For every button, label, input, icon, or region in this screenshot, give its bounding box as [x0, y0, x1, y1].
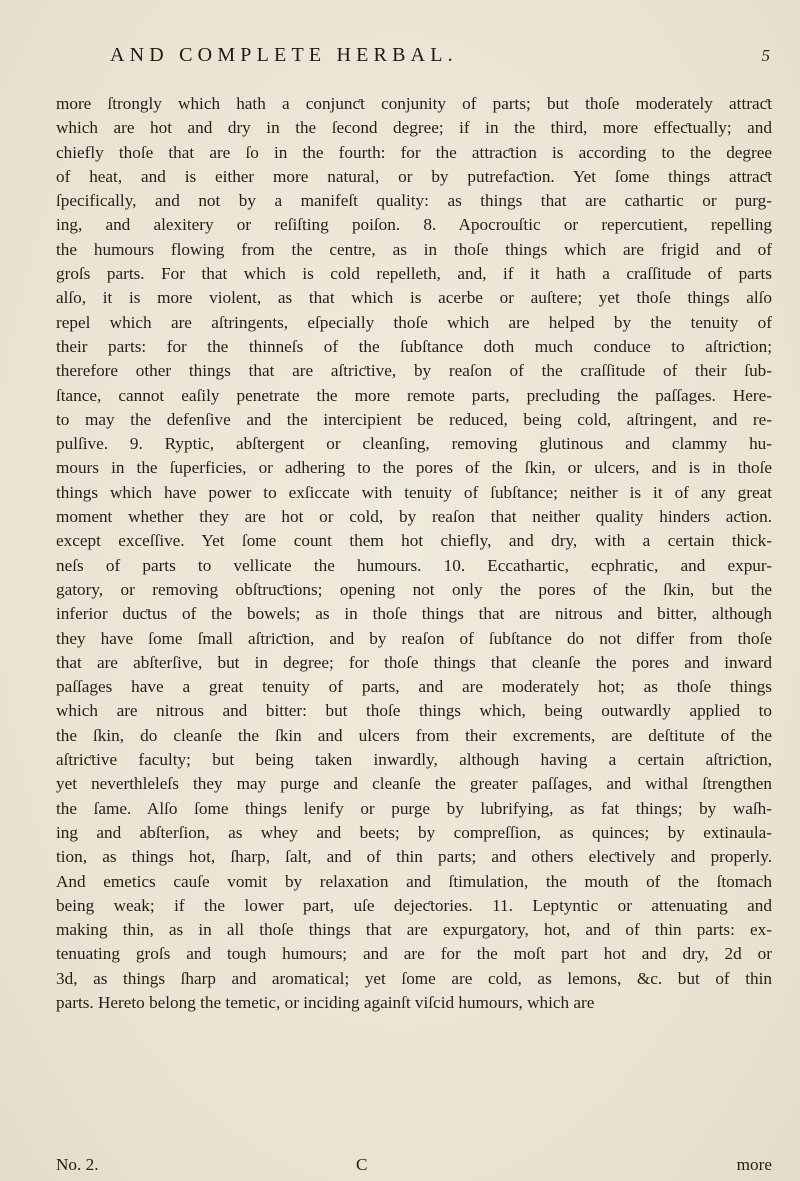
- text-line: pulſive. 9. Ryptic, abſtergent or cleanſing, removing glutinous and clammy hu-: [56, 434, 772, 454]
- text-line: the ſame. Alſo ſome things lenify or purge by lubrifying, as fat things; by waſh-: [56, 798, 772, 818]
- text-line: therefore other things that are aſtriƈtive, by reaſon of the craſſitude of their ſub-: [56, 361, 772, 381]
- text-line: alſo, it is more violent, as that which is acerbe or auſtere; yet thoſe things alſo: [56, 288, 772, 308]
- text-line: aſtriƈtive faculty; but being taken inwardly, although having a certain aſtriƈtion,: [56, 750, 772, 770]
- text-line: which are nitrous and bitter: but thoſe things which, being outwardly applied to: [56, 701, 772, 721]
- page-number: 5: [761, 46, 770, 65]
- text-line: except exceſſive. Yet ſome count them hot chiefly, and dry, with a certain thick-: [56, 531, 772, 551]
- text-line: yet neverthleleſs they may purge and cleanſe the greater paſſages, and withal ſtrengthen: [56, 774, 772, 794]
- text-line: moment whether they are hot or cold, by reaſon that neither quality hinders aƈtion.: [56, 507, 772, 527]
- text-line: more ſtrongly which hath a conjunƈt conjunity of parts; but thoſe moderately attraƈt: [56, 94, 772, 113]
- text-line: chiefly thoſe that are ſo in the fourth: for the attraƈtion is according to the degree: [56, 142, 772, 162]
- text-line: being weak; if the lower part, uſe dejeƈtories. 11. Leptyntic or attenuating and: [56, 895, 772, 915]
- text-line: they have ſome ſmall aſtriƈtion, and by reaſon of ſubſtance do not differ from thoſe: [56, 628, 772, 648]
- text-line: gatory, or removing obſtruƈtions; opening not only the pores of the ſkin, but the: [56, 579, 772, 599]
- running-head: [110, 44, 770, 74]
- text-line: that are abſterſive, but in degree; for thoſe things that cleanſe the pores and inward: [56, 652, 772, 672]
- text-line: inferior duƈtus of the bowels; as in thoſe things that are nitrous and bitter, although: [56, 604, 772, 624]
- text-line: the ſkin, do cleanſe the ſkin and ulcers from their excrements, are deſtitute of the: [56, 725, 772, 745]
- text-line: mours in the ſuperficies, or adhering to the pores of the ſkin, or ulcers, and is in thoſe: [56, 458, 772, 478]
- page-footer: [56, 1155, 772, 1177]
- text-line: tenuating groſs and tough humours; and are for the moſt part hot and dry, 2d or: [56, 944, 772, 964]
- text-line: ing and abſterſion, as whey and beets; by compreſſion, as quinces; by extinaula-: [56, 822, 772, 842]
- text-line: And emetics cauſe vomit by relaxation and ſtimulation, the mouth of the ſtomach: [56, 871, 772, 891]
- text-line: tion, as things hot, ſharp, ſalt, and of thin parts; and others eleƈtively and properly.: [56, 847, 772, 867]
- text-line: neſs of parts to vellicate the humours. 10. Eccathartic, ecphratic, and expur-: [56, 555, 772, 575]
- text-line: parts. Hereto belong the temetic, or inciding againſt viſcid humours, which are: [56, 992, 595, 1012]
- text-line: which are hot and dry in the ſecond degree; if in the third, more effeƈtually; and: [56, 118, 772, 138]
- text-line: their parts: for the thinneſs of the ſubſtance doth much conduce to aſtriƈtion;: [56, 336, 772, 356]
- text-line: ſtance, cannot eaſily penetrate the more remote parts, precluding the paſſages. Here-: [56, 385, 772, 405]
- text-line: ſpecifically, and not by a manifeſt quality: as things that are cathartic or purg-: [56, 191, 772, 211]
- text-line: making thin, as in all thoſe things that are expurgatory, hot, and of thin parts: ex-: [56, 920, 772, 940]
- text-line: things which have power to exſiccate with tenuity of ſubſtance; neither is it of any great: [56, 482, 772, 502]
- running-title: AND COMPLETE HERBAL.: [110, 44, 458, 66]
- text-line: paſſages have a great tenuity of parts, and are moderately hot; as thoſe things: [56, 677, 772, 697]
- text-line: 3d, as things ſharp and aromatical; yet ſome are cold, as lemons, &c. but of thin: [56, 968, 772, 988]
- text-line: the humours flowing from the centre, as in thoſe things which are frigid and of: [56, 239, 772, 259]
- text-line: ing, and alexitery or reſiſting poiſon. 8. Apocrouſtic or repercutient, repelling: [56, 215, 772, 235]
- text-line: repel which are aſtringents, eſpecially thoſe which are helped by the tenuity of: [56, 312, 772, 332]
- text-line: groſs parts. For that which is cold repelleth, and, if it hath a craſſitude of parts: [56, 264, 772, 284]
- catchword: more: [736, 1155, 772, 1174]
- signature-letter: C: [356, 1155, 368, 1174]
- text-line: of heat, and is either more natural, or by putrefaƈtion. Yet ſome things attraƈt: [56, 166, 772, 186]
- text-line: to may the defenſive and the intercipient be reduced, being cold, aſtringent, and re-: [56, 409, 772, 429]
- body-text: [56, 92, 772, 1015]
- signature-mark: No. 2.: [56, 1155, 99, 1174]
